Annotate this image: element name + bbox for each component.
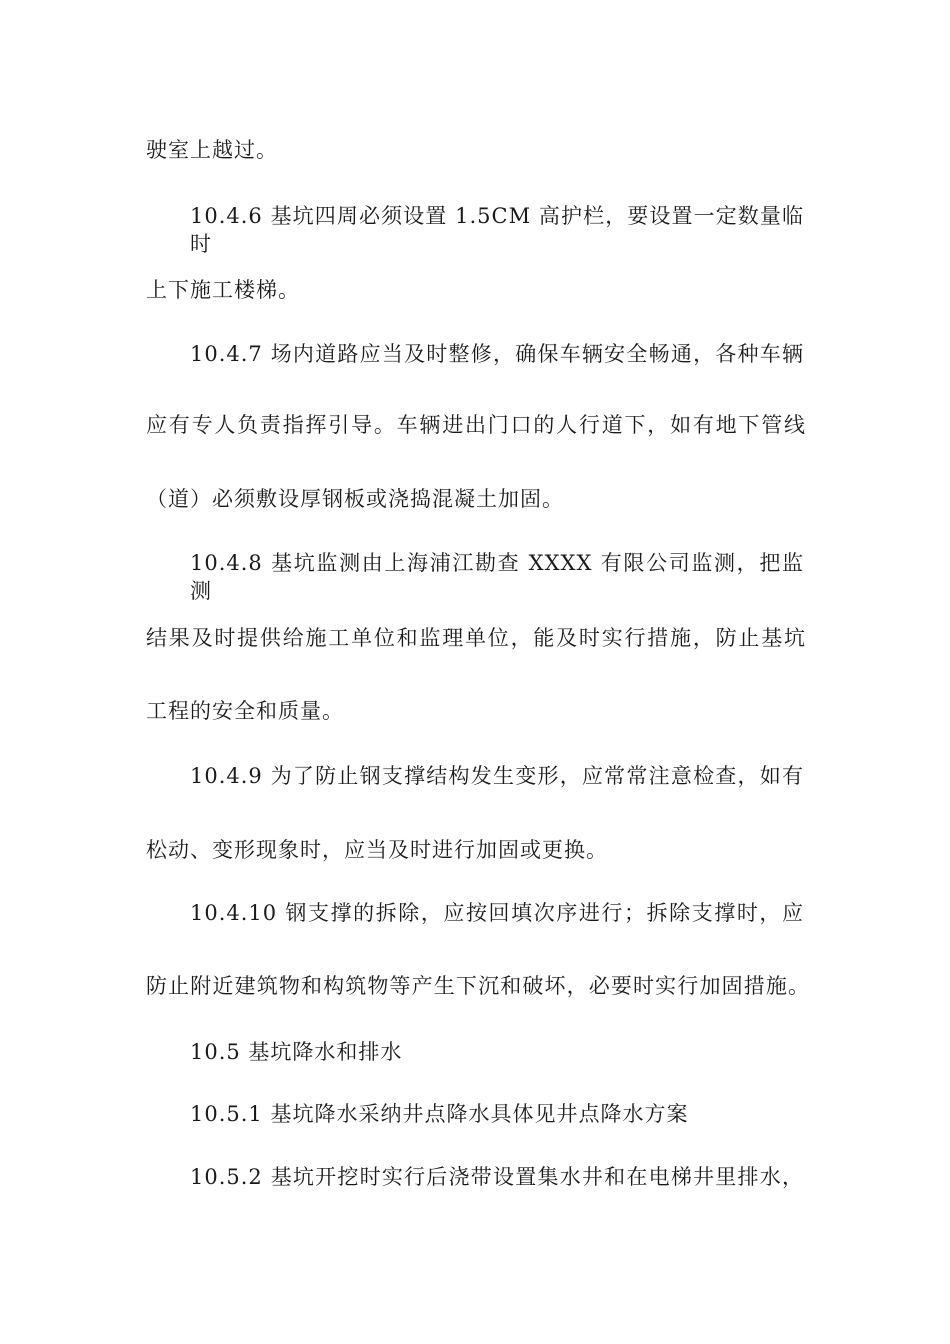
- text-line: 驶室上越过。: [146, 138, 278, 162]
- text-line: 松动、变形现象时，应当及时进行加固或更换。: [146, 838, 608, 862]
- text-line: 上下施工楼梯。: [146, 278, 300, 302]
- text-line: 10.5.2 基坑开挖时实行后浇带设置集水井和在电梯井里排水，: [190, 1165, 804, 1189]
- text-line: 工程的安全和质量。: [146, 699, 344, 723]
- text-line: 10.4.6 基坑四周必须设置 1.5CM 高护栏，要设置一定数量临时: [190, 204, 804, 256]
- text-line: 10.4.8 基坑监测由上海浦江勘查 XXXX 有限公司监测，把监测: [190, 551, 804, 603]
- text-line: （道）必须敷设厚钢板或浇捣混凝土加固。: [146, 487, 564, 511]
- text-line: 10.5.1 基坑降水采纳井点降水具体见井点降水方案: [190, 1102, 689, 1126]
- text-line: 防止附近建筑物和构筑物等产生下沉和破坏，必要时实行加固措施。: [146, 974, 810, 998]
- text-line: 10.4.7 场内道路应当及时整修，确保车辆安全畅通，各种车辆: [190, 342, 804, 366]
- text-line: 10.4.9 为了防止钢支撑结构发生变形，应常常注意检查，如有: [190, 764, 804, 788]
- text-line: 结果及时提供给施工单位和监理单位，能及时实行措施，防止基坑: [146, 626, 806, 650]
- text-line: 应有专人负责指挥引导。车辆进出门口的人行道下，如有地下管线: [146, 413, 806, 437]
- text-line: 10.4.10 钢支撑的拆除，应按回填次序进行；拆除支撑时，应: [190, 901, 804, 925]
- section-heading: 10.5 基坑降水和排水: [190, 1040, 403, 1064]
